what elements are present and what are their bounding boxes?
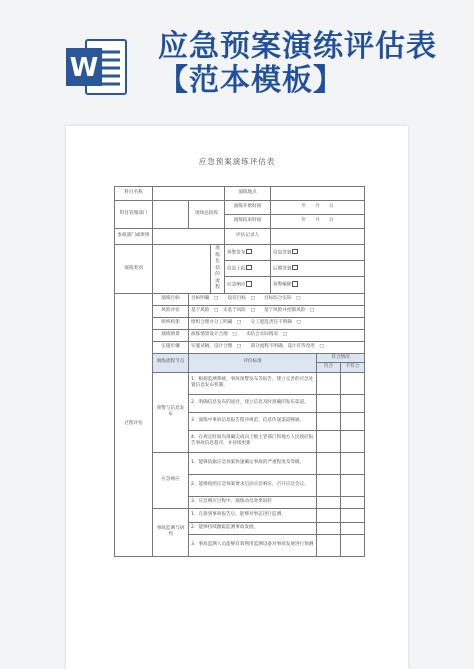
criteria-item: 2．能够按照应急预案要求启动应急响应，召开应急会议。 <box>189 474 317 496</box>
flow-group-name: 事故监测与研判 <box>153 508 189 556</box>
checkbox[interactable] <box>246 249 252 255</box>
checkbox[interactable] <box>246 265 252 271</box>
document-page <box>66 126 408 669</box>
criteria-item: 1．能够依据应急预案快速确定事故的严重程度及等级。 <box>189 452 317 474</box>
flow-option: 应急响应 <box>225 277 271 293</box>
eval-options[interactable]: 基于风险 □ 未基于风险 □ 基于风险并控制风险 □ <box>189 305 365 317</box>
check-yes[interactable] <box>317 522 341 534</box>
check-no[interactable] <box>341 430 365 452</box>
check-yes[interactable] <box>317 394 341 412</box>
label-start-time: 演练开始时间 <box>225 201 271 215</box>
evaluation-form <box>114 186 365 557</box>
criteria-item: 2．明确信息发布的途径，建立信息及时准确的发布渠道。 <box>189 394 317 412</box>
eval-label: 演练目标 <box>153 293 189 305</box>
label-subject-name: 科目名称 <box>115 187 153 201</box>
eval-options[interactable]: 实施试稿，设计合理 □ 部分流程不明确，设计有待改进 □ <box>189 341 365 353</box>
check-no[interactable] <box>341 474 365 496</box>
checkbox[interactable] <box>246 281 252 287</box>
criteria-item: 3．应急响应过程中，演练动员效果较好 <box>189 496 317 508</box>
banner <box>0 0 474 125</box>
eval-label: 风险评估 <box>153 305 189 317</box>
check-yes[interactable] <box>317 412 341 430</box>
checkbox[interactable] <box>292 265 298 271</box>
label-drill-type: 演练类别 <box>115 245 153 294</box>
check-no[interactable] <box>341 372 365 394</box>
check-no[interactable] <box>341 522 365 534</box>
criteria-item: 1．在接到事故报告后，能够对事态进行监测。 <box>189 508 317 522</box>
flow-group-name: 预警与信息发布 <box>153 372 189 452</box>
value-dept[interactable] <box>153 201 189 229</box>
check-no[interactable] <box>341 534 365 556</box>
check-yes[interactable] <box>317 452 341 474</box>
header-yes: 符合 <box>317 363 341 373</box>
banner-title: 应急预案演练评估表【范本模板】 <box>158 29 437 98</box>
svg-text:W: W <box>69 53 99 83</box>
flow-option: 信息处置 <box>271 245 365 261</box>
label-dept: 科目管理部门 <box>115 201 153 229</box>
criteria-item: 3．事故监测人员能够有效利用监测设备对事故发展进行预测 <box>189 534 317 556</box>
document-title: 应急预案演练评估表 <box>198 157 276 166</box>
eval-label: 实施步骤 <box>153 341 189 353</box>
label-commander: 现场总指挥 <box>189 201 225 229</box>
label-location: 演练地点 <box>225 187 271 201</box>
label-participants: 参演部门或班组 <box>115 229 153 245</box>
value-drill-type[interactable] <box>153 245 211 294</box>
value-subject-name[interactable] <box>153 187 225 201</box>
criteria-item: 1．根据监测系统，事故预警发布等报告，建立完善的应急处置信息发布机制。 <box>189 372 317 394</box>
check-no[interactable] <box>341 394 365 412</box>
flow-option: 预警发布 <box>225 245 271 261</box>
value-recorder[interactable] <box>271 229 365 245</box>
checkbox[interactable] <box>292 281 298 287</box>
check-yes[interactable] <box>317 474 341 496</box>
eval-options[interactable]: 目标明确 □ 没有目标 □ 目标综合实际 □ <box>189 293 365 305</box>
check-yes[interactable] <box>317 496 341 508</box>
eval-options[interactable]: 组织合理并分工明确 □ 分工混乱责任不明确 □ <box>189 317 365 329</box>
check-yes[interactable] <box>317 508 341 522</box>
check-no[interactable] <box>341 496 365 508</box>
criteria-item: 4．在规定时间内准确完成向上级主管部门和地方人民政府报告事故信息程序，并持续更新 <box>189 430 317 452</box>
flow-option: 预警解除 <box>271 277 365 293</box>
eval-label: 组织构架 <box>153 317 189 329</box>
header-no: 不符合 <box>341 363 365 373</box>
checkbox[interactable] <box>292 249 298 255</box>
check-yes[interactable] <box>317 372 341 394</box>
header-criteria: 评价标准 <box>189 353 317 372</box>
word-document-icon <box>66 38 128 96</box>
label-process-eval: 过程评估 <box>115 293 153 556</box>
flow-option: 后期处置 <box>271 261 365 277</box>
header-flow-node: 演练流程节点 <box>153 353 189 372</box>
check-yes[interactable] <box>317 534 341 556</box>
value-end-time[interactable]: 年 月 日 <box>271 215 365 229</box>
check-no[interactable] <box>341 508 365 522</box>
eval-options[interactable]: 演练情景设计合理 □ 未结合实际情况 □ <box>189 329 365 341</box>
eval-label: 演练情景 <box>153 329 189 341</box>
value-start-time[interactable]: 年 月 日 <box>271 201 365 215</box>
label-end-time: 演练结束时间 <box>225 215 271 229</box>
flow-option: 信息上报 <box>225 261 271 277</box>
label-recorder: 评估记录人 <box>225 229 271 245</box>
value-participants[interactable] <box>153 229 225 245</box>
label-drill-content: 演练包括的流程 <box>211 245 225 294</box>
value-location[interactable] <box>271 187 365 201</box>
criteria-item: 2．能够持续跟踪监测事故发展。 <box>189 522 317 534</box>
header-compliance: 符合情况 <box>317 353 365 363</box>
check-no[interactable] <box>341 452 365 474</box>
flow-group-name: 应急响应 <box>153 452 189 508</box>
check-no[interactable] <box>341 412 365 430</box>
criteria-item: 3．演练中事故信息报告程序规范，信息传递渠道畅通。 <box>189 412 317 430</box>
check-yes[interactable] <box>317 430 341 452</box>
